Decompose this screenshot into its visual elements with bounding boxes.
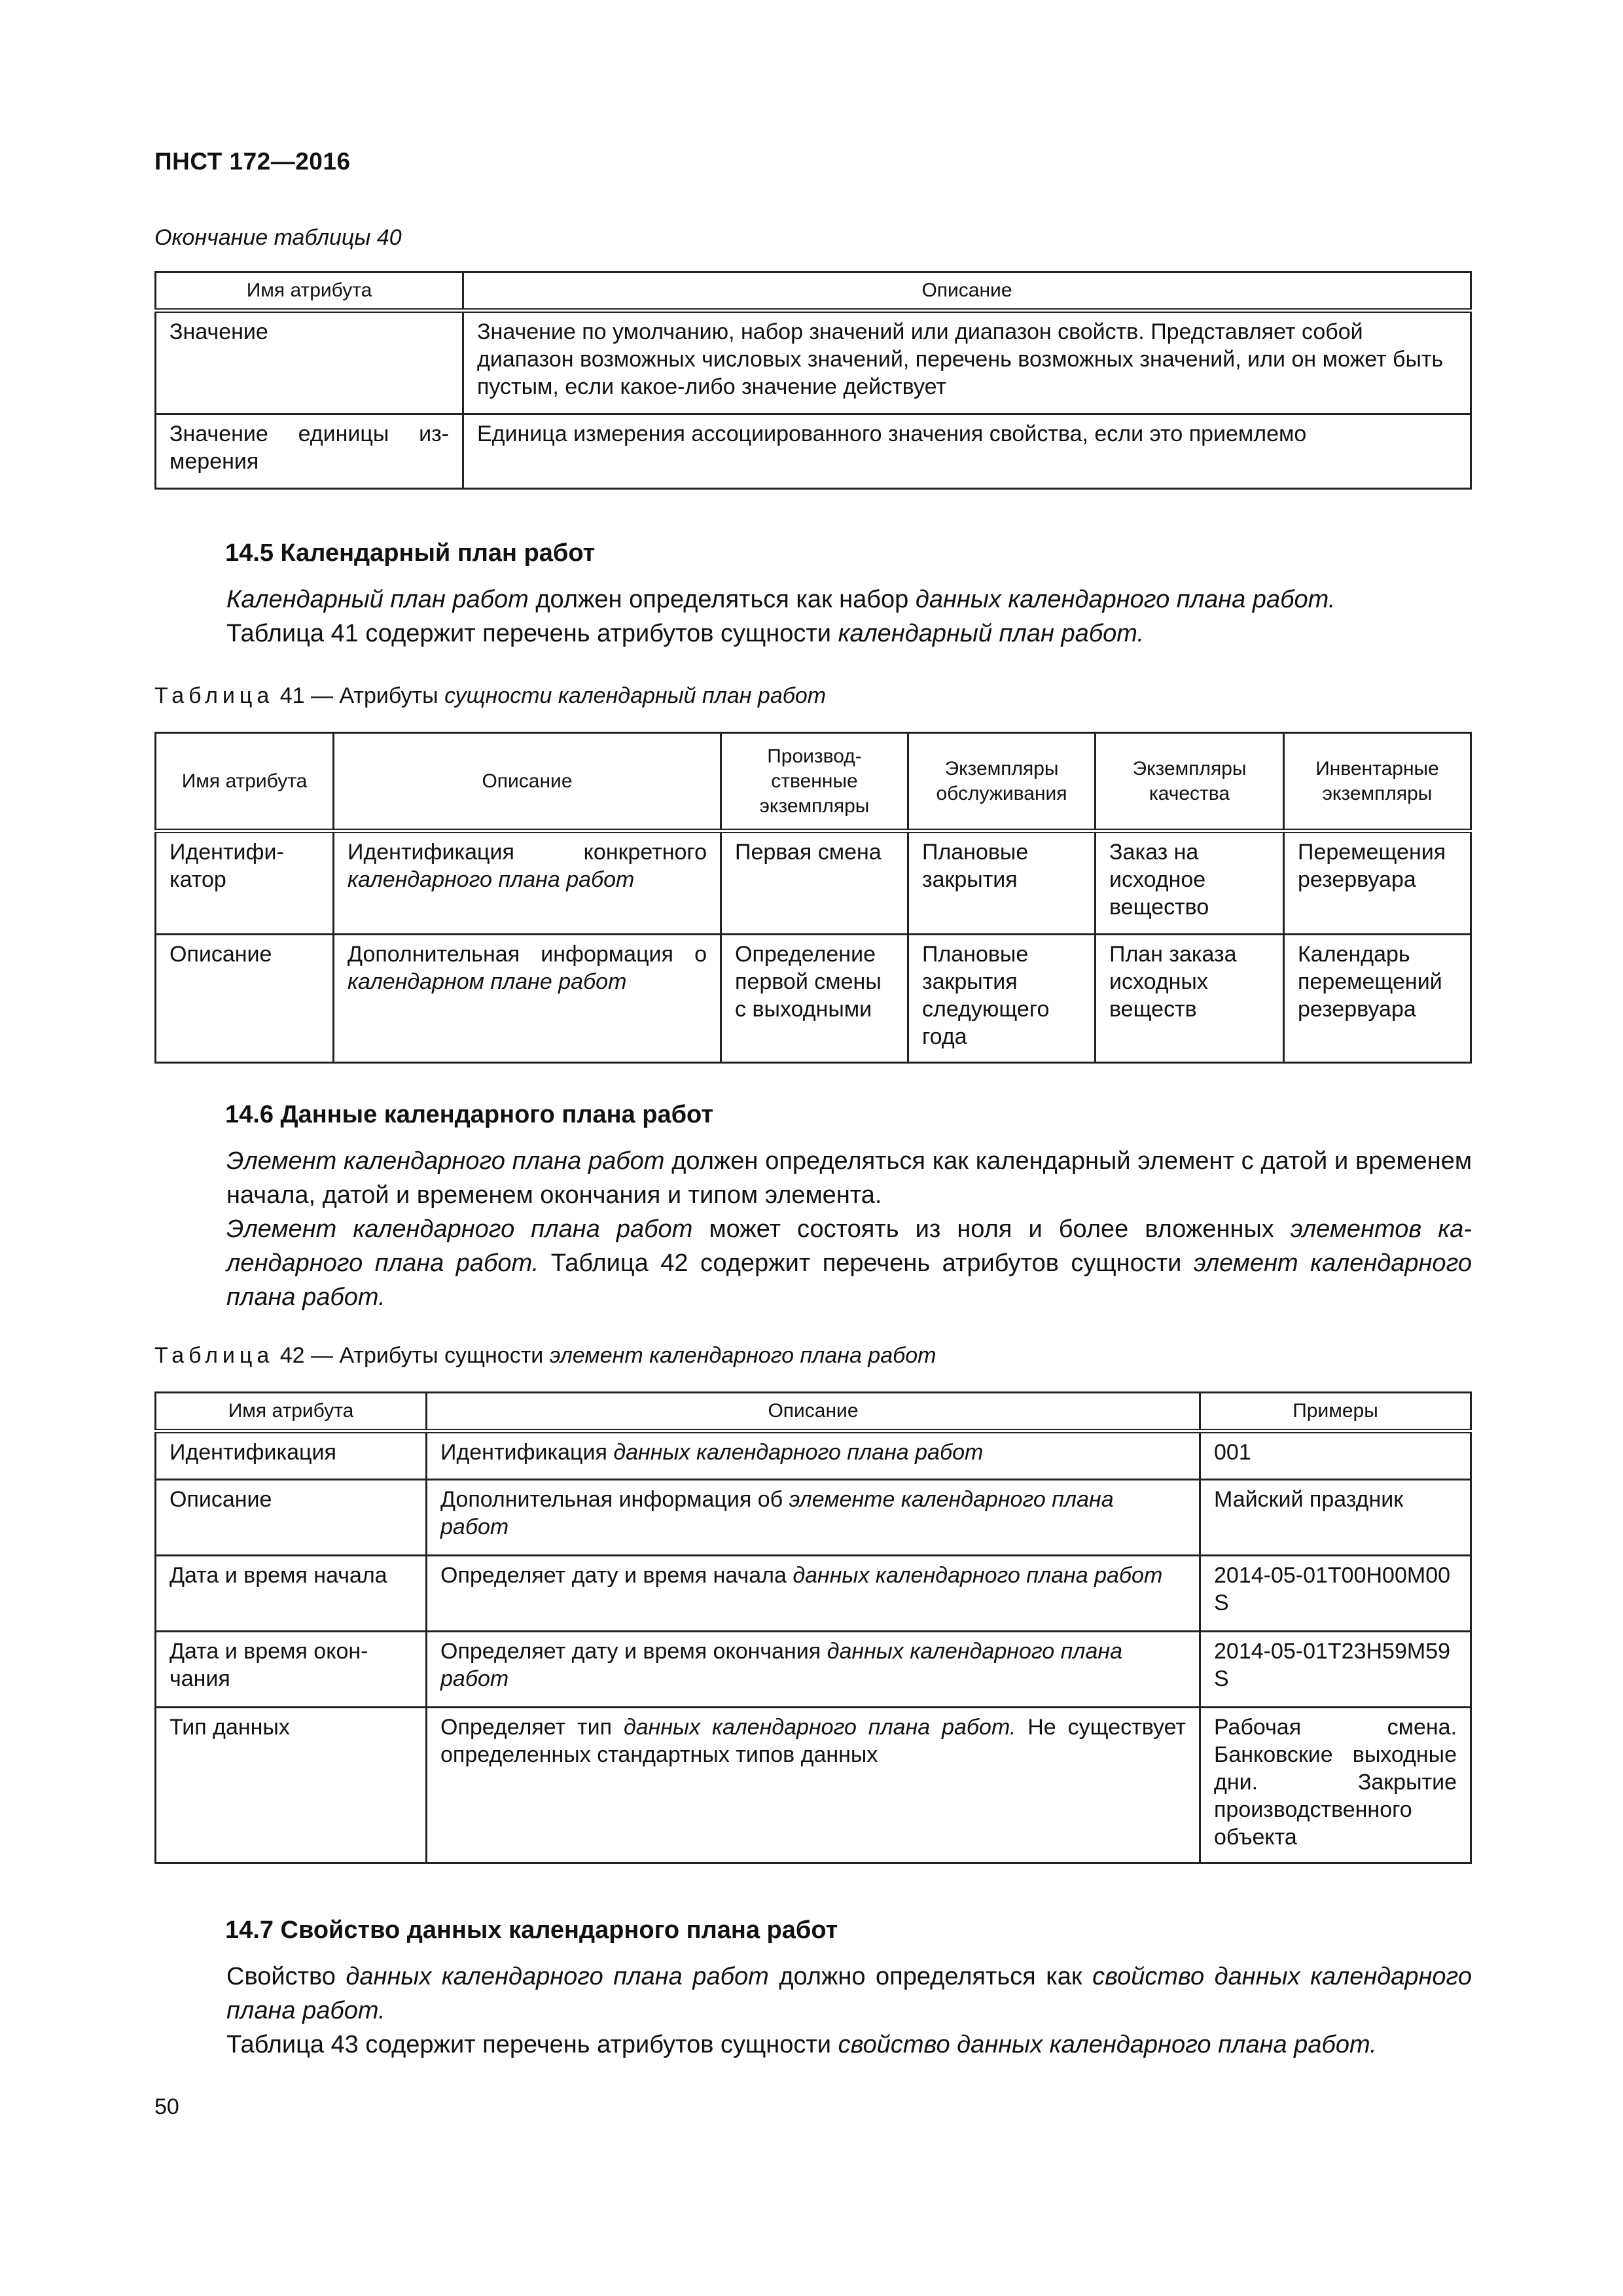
- description-cell: [334, 831, 721, 935]
- service-cell: Плановые закрытия: [908, 831, 1096, 935]
- italic-term: Элемент календарного плана работ: [226, 1215, 693, 1243]
- column-header: Имя атрибута: [156, 1393, 427, 1431]
- italic-term: календарном плане работ: [348, 969, 627, 994]
- column-header: Описание: [427, 1393, 1200, 1431]
- italic-term: Календарный план работ: [226, 586, 529, 613]
- paragraph: [154, 1960, 1472, 2028]
- italic-term: календарного плана работ: [348, 867, 635, 892]
- table-42-caption: [154, 1343, 936, 1369]
- table-header-row: [156, 272, 1471, 311]
- text-run: Определяет тип: [440, 1715, 624, 1740]
- italic-term: Элемент календарного плана работ: [226, 1147, 665, 1175]
- text-run: Таблица 43 содержит перечень атрибутов сущности: [226, 2031, 838, 2058]
- table-row: [156, 935, 1471, 1063]
- table-row: [156, 1556, 1471, 1632]
- attribute-name-cell: Идентификатор: [156, 831, 334, 935]
- text-run: Дополнительная информация об: [440, 1487, 789, 1512]
- section-heading-14-5: 14.5 Календарный план работ: [225, 539, 596, 567]
- section-14-7-text: [154, 1960, 1472, 2062]
- attribute-name-cell: Тип данных: [156, 1708, 427, 1863]
- text-run: Определяет дату и время окончания: [440, 1639, 827, 1664]
- caption-number: 41 — Атрибуты: [274, 683, 445, 708]
- text-run: Не существует определенных стандартных типов данных: [440, 1715, 1186, 1767]
- caption-title: сущности календарный план работ: [444, 683, 827, 708]
- column-header: Экземпляры обслуживания: [908, 733, 1096, 831]
- text-run: должно определяться как: [768, 1963, 1093, 1990]
- attribute-name-cell: Дата и время окончания: [156, 1632, 427, 1708]
- italic-term: элементов календарного плана работ.: [226, 1215, 1472, 1277]
- attribute-name-cell: Описание: [156, 935, 334, 1063]
- example-cell: 2014-05-01T23H59M59S: [1200, 1632, 1471, 1708]
- italic-term: данных календарного плана работ: [440, 1639, 1123, 1691]
- section-14-5-text: [154, 583, 1472, 651]
- description-cell: [427, 1632, 1200, 1708]
- inventory-cell: Перемещения резервуара: [1284, 831, 1471, 935]
- document-id: ПНСТ 172—2016: [154, 148, 351, 175]
- example-cell: Майский праздник: [1200, 1480, 1471, 1556]
- text-run: должен определяться как набор: [528, 586, 916, 613]
- paragraph: [154, 1212, 1472, 1314]
- table-header-row: [156, 733, 1471, 831]
- column-header: Примеры: [1200, 1393, 1471, 1431]
- table-row: [156, 414, 1471, 489]
- italic-term: данных календарного плана работ: [613, 1440, 984, 1465]
- attribute-name-cell: Значение: [156, 311, 463, 414]
- example-cell: 2014-05-01T00H00M00S: [1200, 1556, 1471, 1632]
- service-cell: Плановые закрытия следующего года: [908, 935, 1096, 1063]
- table-40-caption: Окончание таблицы 40: [154, 225, 402, 250]
- text-run: Таблица 42 содержит перечень атрибутов сущности: [539, 1249, 1194, 1277]
- table-row: [156, 1632, 1471, 1708]
- description-cell: Единица измерения ассоциированного значения свойства, если это приемлемо: [463, 414, 1471, 489]
- example-cell: Рабочая смена. Банковские выходные дни. Закрытие производственного объекта: [1200, 1708, 1471, 1863]
- column-header: Описание: [334, 733, 721, 831]
- section-heading-14-6: 14.6 Данные календарного плана работ: [225, 1101, 713, 1128]
- paragraph: [154, 2028, 1472, 2062]
- italic-term: данных календарного плана работ.: [623, 1715, 1016, 1740]
- italic-term: данных календарного плана работ: [793, 1563, 1163, 1588]
- caption-label: Таблица: [154, 683, 274, 708]
- production-cell: Определение первой смены с выходными: [721, 935, 908, 1063]
- section-14-6-text: [154, 1144, 1472, 1314]
- production-cell: Первая смена: [721, 831, 908, 935]
- caption-label: Таблица: [154, 1343, 274, 1368]
- quality-cell: План заказа исходных веществ: [1096, 935, 1284, 1063]
- italic-term: свойство данных календарного плана работ.: [838, 2031, 1377, 2058]
- example-cell: 001: [1200, 1431, 1471, 1480]
- page-number: 50: [154, 2094, 179, 2119]
- description-cell: [427, 1556, 1200, 1632]
- table-41: [154, 732, 1472, 1064]
- column-header: Имя атрибута: [156, 272, 463, 311]
- description-cell: [427, 1431, 1200, 1480]
- table-row: [156, 311, 1471, 414]
- text-run: Таблица 41 содержит перечень атрибутов сущности: [226, 620, 838, 647]
- paragraph: [154, 617, 1472, 651]
- attribute-name-cell: Идентификация: [156, 1431, 427, 1480]
- description-cell: [427, 1480, 1200, 1556]
- text-run: Свойство: [226, 1963, 346, 1990]
- section-heading-14-7: 14.7 Свойство данных календарного плана работ: [225, 1916, 838, 1944]
- italic-term: элемент календарного плана работ.: [226, 1249, 1472, 1311]
- text-run: Идентификация: [440, 1440, 614, 1465]
- inventory-cell: Календарь перемещений резервуара: [1284, 935, 1471, 1063]
- attribute-name-cell: Описание: [156, 1480, 427, 1556]
- italic-term: элементе календарного плана работ: [440, 1487, 1114, 1539]
- paragraph: [154, 1144, 1472, 1212]
- table-row: [156, 831, 1471, 935]
- column-header: Имя атрибута: [156, 733, 334, 831]
- caption-number: 42 — Атрибуты сущности: [274, 1343, 550, 1368]
- table-41-caption: [154, 683, 826, 709]
- text-run: должен определяться как календарный элемент с датой и временем начала, датой и временем окончания и типом элемента.: [226, 1147, 1472, 1209]
- text-run: Определяет дату и время начала: [440, 1563, 793, 1588]
- description-cell: [427, 1708, 1200, 1863]
- text-run: Дополнительная информация о: [348, 942, 707, 967]
- table-42: [154, 1391, 1472, 1864]
- italic-term: данных календарного плана работ.: [915, 586, 1336, 613]
- italic-term: календарный план работ.: [838, 620, 1145, 647]
- italic-term: данных календарного плана работ: [346, 1963, 769, 1990]
- text-run: может состоять из ноля и более вложенных: [692, 1215, 1291, 1243]
- description-cell: [334, 935, 721, 1063]
- paragraph: [154, 583, 1472, 617]
- italic-term: свойство данных календарного плана работ.: [226, 1963, 1472, 2024]
- column-header: Инвентарные экземпляры: [1284, 733, 1471, 831]
- table-row: [156, 1431, 1471, 1480]
- attribute-name-cell: Дата и время начала: [156, 1556, 427, 1632]
- column-header: Производственные экземпляры: [721, 733, 908, 831]
- column-header: Экземпляры качества: [1096, 733, 1284, 831]
- column-header: Описание: [463, 272, 1471, 311]
- table-row: [156, 1480, 1471, 1556]
- description-cell: Значение по умолчанию, набор значений или диапазон свойств. Представляет собой диапазон возможных числовых значений, перечень возможных значений, или он может быть пустым, если какое-либо значение действует: [463, 311, 1471, 414]
- quality-cell: Заказ на исходное вещество: [1096, 831, 1284, 935]
- table-header-row: [156, 1393, 1471, 1431]
- text-run: Идентификация конкретного: [348, 840, 707, 865]
- attribute-name-cell: Значение единицы измерения: [156, 414, 463, 489]
- table-40: [154, 271, 1472, 490]
- table-row: [156, 1708, 1471, 1863]
- caption-title: элемент календарного плана работ: [549, 1343, 936, 1368]
